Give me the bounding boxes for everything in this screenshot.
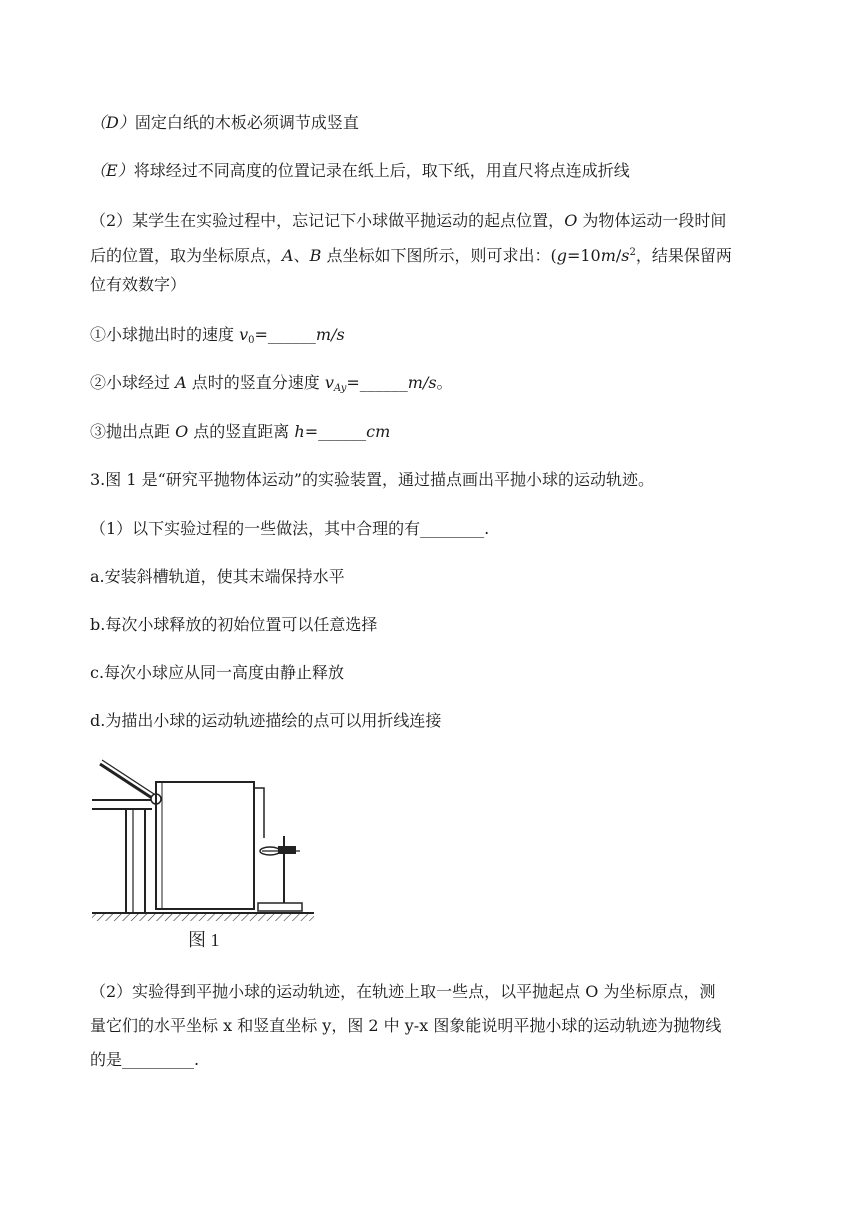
- sub-question-1: [90, 324, 345, 352]
- question-2-line-2: [90, 242, 732, 267]
- stand-base: [258, 903, 302, 911]
- problem-3-question-2-line-3: [90, 1049, 199, 1071]
- sq3-text: 点的竖直距离: [188, 422, 295, 441]
- point-o: O: [564, 211, 578, 230]
- sub-question-3: [90, 421, 390, 443]
- figure-1-apparatus: [90, 758, 330, 954]
- unit-s: s: [621, 246, 630, 265]
- option-e: [90, 160, 630, 182]
- symbol-v: v: [239, 325, 249, 344]
- problem-3-question-1: [90, 518, 489, 540]
- board: [156, 782, 254, 909]
- point-a: A: [282, 246, 294, 265]
- problem-3-q2-text: （2）实验得到平抛小球的运动轨迹，在轨迹上取一些点，以平抛起点 O 为坐标原点，测: [90, 982, 716, 1001]
- problem-3-question-2-line-1: [90, 981, 715, 1003]
- symbol-v: v: [324, 373, 334, 392]
- question-2-line-1: [90, 210, 726, 232]
- symbol-g: g: [556, 246, 567, 265]
- option-b: [90, 614, 377, 636]
- q2-text: （2）某学生在实验过程中，忘记记下小球做平抛运动的起点位置，: [90, 211, 565, 230]
- option-d-label: （D）: [90, 113, 135, 132]
- figure-caption: 图 1: [188, 930, 220, 950]
- q2-text: 点坐标如下图所示，则可求出：(: [321, 246, 557, 265]
- sub-question-2: [90, 372, 453, 400]
- sq2-text: ②小球经过: [90, 373, 176, 392]
- sq2-text: 。: [436, 373, 453, 392]
- subscript: 0: [248, 335, 255, 346]
- problem-3-text: 3.图 1 是“研究平抛物体运动”的实验装置，通过描点画出平抛小球的运动轨迹。: [90, 470, 654, 489]
- answer-blank: =______: [254, 325, 316, 344]
- option-c-text: c.每次小球应从同一高度由静止释放: [90, 663, 345, 682]
- ramp: [100, 764, 152, 798]
- point-a: A: [175, 373, 187, 392]
- problem-3-intro: [90, 469, 654, 491]
- sq2-text: 点时的竖直分速度: [186, 373, 325, 392]
- q2-text: ，结果保留两: [635, 246, 732, 265]
- subscript: Ay: [333, 383, 347, 394]
- q2-text: /: [615, 246, 622, 265]
- unit-m: m: [600, 246, 616, 265]
- sq1-text: ①小球抛出时的速度: [90, 325, 240, 344]
- unit: cm: [366, 422, 391, 441]
- superscript: 2: [629, 247, 636, 258]
- option-d-lower-text: d.为描出小球的运动轨迹描绘的点可以用折线连接: [90, 711, 442, 730]
- ground-hatch: [92, 913, 314, 921]
- option-a-text: a.安装斜槽轨道，使其末端保持水平: [90, 567, 345, 586]
- option-e-label: （E）: [90, 161, 134, 180]
- option-e-text: 将球经过不同高度的位置记录在纸上后，取下纸，用直尺将点连成折线: [133, 161, 630, 180]
- option-d-text: 固定白纸的木板必须调节成竖直: [134, 113, 359, 132]
- unit: m/s: [315, 325, 345, 344]
- q2-text: 位有效数字）: [90, 275, 187, 294]
- option-d: [90, 112, 359, 134]
- q2-text: 后的位置，取为坐标原点，: [90, 246, 283, 265]
- problem-3-q2-text: 的是_________.: [90, 1050, 200, 1069]
- q2-text: 为物体运动一段时间: [577, 211, 727, 230]
- problem-3-q1-text: （1）以下实验过程的一些做法，其中合理的有________.: [90, 519, 490, 538]
- unit: m/s: [407, 373, 437, 392]
- option-d-lower: [90, 710, 441, 732]
- sq3-text: ③抛出点距: [90, 422, 176, 441]
- option-a: [90, 566, 345, 588]
- answer-blank: =______: [346, 373, 408, 392]
- point-b: B: [309, 246, 322, 265]
- q2-text: =10: [566, 246, 601, 265]
- answer-blank: =______: [304, 422, 367, 441]
- option-b-text: b.每次小球释放的初始位置可以任意选择: [90, 615, 378, 634]
- problem-3-question-2-line-2: [90, 1015, 721, 1037]
- option-c: [90, 662, 344, 684]
- q2-text: 、: [293, 246, 310, 265]
- problem-3-q2-text: 量它们的水平坐标 x 和竖直坐标 y，图 2 中 y-x 图象能说明平抛小球的运动轨迹为抛物线: [90, 1016, 722, 1035]
- symbol-h: h: [294, 422, 305, 441]
- point-o: O: [175, 422, 189, 441]
- question-2-line-3: [90, 274, 186, 296]
